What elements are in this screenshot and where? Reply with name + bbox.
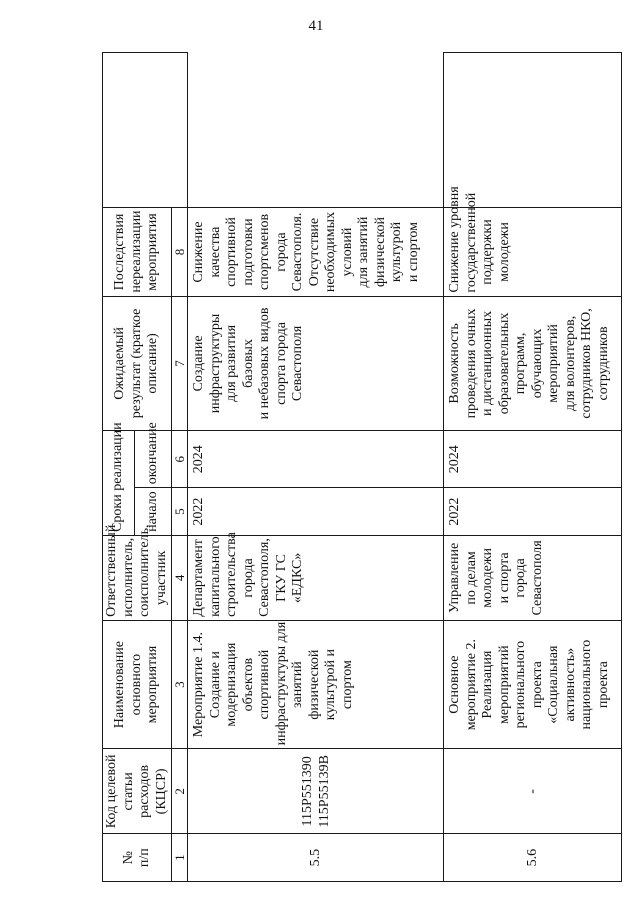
cell-text-line: сотрудников НКО, [579, 308, 594, 419]
cell-text-line: и небазовых видов [257, 307, 272, 420]
header-consequence [103, 208, 172, 296]
cell-text-line: 115Р551390 [300, 756, 315, 827]
cell-text-line: проекта [595, 661, 611, 709]
cell-text-line: мероприятия [145, 213, 161, 291]
cell-text-line: активность» [562, 647, 578, 722]
cell-text-line: мероприятий [546, 324, 561, 403]
table-row [188, 53, 444, 882]
cell-text-line: 2024 [447, 445, 462, 474]
cell-text-line: спортом [339, 660, 355, 710]
col-number: 1 [172, 834, 188, 882]
cell-text-line: Снижение уровня [447, 186, 462, 293]
cell-text-line: проекта [529, 661, 545, 709]
cell-text-line: исполнитель, [120, 537, 136, 617]
cell-text-line: культурой [389, 221, 404, 283]
cell-text-line: мероприятие 2. [463, 638, 479, 731]
header-result [103, 296, 172, 431]
cell-text-line: инфраструктуры для [273, 621, 289, 746]
cell-text-line: подготовки [240, 218, 256, 286]
cell-text-line: и спорта [496, 552, 512, 604]
cell-text-line: города [240, 558, 256, 598]
header-period [103, 422, 135, 536]
rotated-table-canvas [102, 52, 612, 882]
row-responsible [444, 535, 622, 620]
cell-text-line: участник [153, 550, 169, 606]
cell-text-line: Управление [447, 542, 462, 614]
col-number: 8 [172, 208, 188, 296]
row-responsible [188, 532, 444, 620]
cell-text-line: спорта города [273, 322, 289, 405]
cell-text-line: национального [579, 639, 594, 730]
cell-text-line: описание) [145, 333, 161, 394]
cell-text-line: Мероприятие 1.4. [191, 632, 206, 738]
cell-text-line: объектов [240, 657, 256, 712]
header-code [103, 749, 172, 834]
cell-text-line: 2024 [191, 445, 206, 474]
cell-text-line: 2022 [447, 497, 462, 526]
row-consequence [188, 208, 444, 296]
row-start [444, 488, 622, 536]
cell-text-line: капитального [207, 536, 223, 617]
cell-text-line: п/п [137, 848, 152, 868]
cell-text-line: мероприятия [145, 645, 161, 724]
cell-text-line: для развития [224, 324, 239, 402]
row-name [188, 620, 444, 748]
row-num [188, 834, 444, 882]
table-row [444, 53, 622, 882]
cell-text-line: № [120, 851, 136, 865]
cell-text-line: для занятий [356, 216, 371, 288]
cell-text-line: 2022 [191, 497, 206, 526]
cell-text-line: инфраструктуры [207, 313, 223, 414]
row-end [188, 431, 444, 488]
cell-text-line: основного [128, 653, 144, 716]
col-number: 5 [172, 488, 188, 536]
cell-text-line: Департамент [191, 539, 206, 617]
row-num [444, 834, 622, 882]
cell-text-line: соисполнитель, [137, 524, 152, 617]
rotated-table-frame [102, 52, 612, 882]
row-start [188, 488, 444, 536]
col-number: 3 [172, 620, 188, 748]
cell-text-line: Код целевой [104, 754, 119, 829]
cell-text-line: качества [207, 226, 223, 278]
cell-text-line: базовых [240, 339, 256, 388]
cell-text-line: физической [306, 649, 322, 720]
cell-text-line: молодежи [496, 222, 512, 282]
cell-text-line: Ожидаемый [112, 327, 128, 400]
cell-text-line: «ЕДКС» [290, 552, 305, 604]
row-result [444, 296, 622, 431]
cell-text-line: Севастополя. [290, 212, 305, 292]
cell-text-line: 115Р55139В [316, 755, 332, 828]
cell-text-line: 5.6 [525, 848, 541, 867]
cell-text-line: статьи [120, 772, 136, 811]
cell-text-line: Основное [447, 655, 462, 714]
cell-text-line: по делам [463, 551, 479, 605]
cell-text-line: спортивной [257, 649, 272, 720]
row-code [188, 749, 444, 834]
cell-text-line: Наименование [112, 641, 128, 729]
row-result [188, 296, 444, 431]
header-num [103, 834, 172, 882]
cell-text-line: для волонтеров, [562, 315, 578, 412]
row-end [444, 431, 622, 488]
cell-text-line: «Социальная [546, 645, 561, 724]
cell-text-line: модернизация [224, 642, 239, 727]
cell-text-line: государственной [463, 192, 479, 293]
cell-text-line: начало [144, 491, 160, 532]
cell-text-line: нереализации [128, 210, 144, 293]
header-responsible [103, 524, 172, 620]
cell-text-line: города [273, 232, 289, 272]
cell-text-line: 5.5 [308, 848, 324, 867]
row-consequence [444, 186, 622, 296]
cell-text-line: строительства [224, 532, 239, 617]
cell-text-line: и дистанционных [480, 310, 495, 417]
cell-text-line: результат (краткое [128, 308, 144, 419]
cell-text-line: Ответственный [104, 524, 119, 617]
cell-text-line: - [525, 789, 541, 794]
cell-text-line: Создание и [207, 651, 223, 719]
cell-text-line: поддержки [480, 219, 495, 285]
row-name [444, 620, 622, 748]
cell-text-line: образовательных [496, 312, 512, 415]
col-number: 7 [172, 296, 188, 431]
col-number: 6 [172, 431, 188, 488]
cell-text-line: культурой и [323, 649, 338, 721]
activities-table [102, 52, 622, 882]
cell-text-line: занятий [290, 661, 305, 709]
header-name [103, 620, 172, 748]
cell-text-line: Последствия [112, 213, 128, 291]
cell-text-line: Севастополя [529, 540, 545, 616]
cell-text-line: спортивной [224, 217, 239, 287]
cell-text-line: регионального [513, 640, 528, 729]
cell-text-line: проведения очных [463, 308, 479, 419]
cell-text-line: (КЦСР) [153, 768, 169, 815]
cell-text-line: необходимых [323, 211, 338, 293]
cell-text-line: ГКУ ГС [273, 554, 289, 602]
cell-text-line: программ, [513, 332, 528, 395]
cell-text-line: Севастополя [290, 325, 305, 402]
cell-text-line: спортсменов [257, 213, 272, 291]
cell-text-line: Сроки реализации [110, 422, 126, 532]
cell-text-line: окончание [144, 422, 160, 485]
cell-text-line: города [513, 558, 528, 598]
page-number: 41 [308, 18, 324, 34]
row-code [444, 749, 622, 834]
cell-text-line: и спортом [405, 222, 421, 283]
cell-text-line: обучающих [529, 328, 545, 399]
cell-text-line: Возможность [447, 323, 462, 404]
cell-text-line: молодежи [480, 548, 495, 608]
cell-text-line: сотрудников [595, 326, 611, 401]
cell-text-line: Реализация [480, 650, 495, 719]
cell-text-line: Севастополя, [257, 538, 272, 617]
col-number: 2 [172, 749, 188, 834]
header-end [135, 422, 172, 488]
cell-text-line: Отсутствие [306, 217, 322, 287]
cell-text-line: физической [372, 217, 388, 288]
empty-cell [444, 53, 622, 209]
cell-text-line: Создание [191, 335, 206, 392]
cell-text-line: мероприятий [496, 645, 512, 724]
col-number: 4 [172, 535, 188, 620]
empty-right-column [103, 53, 188, 209]
cell-text-line: расходов [137, 764, 152, 818]
cell-text-line: условий [339, 227, 355, 277]
cell-text-line: Снижение [191, 221, 206, 283]
